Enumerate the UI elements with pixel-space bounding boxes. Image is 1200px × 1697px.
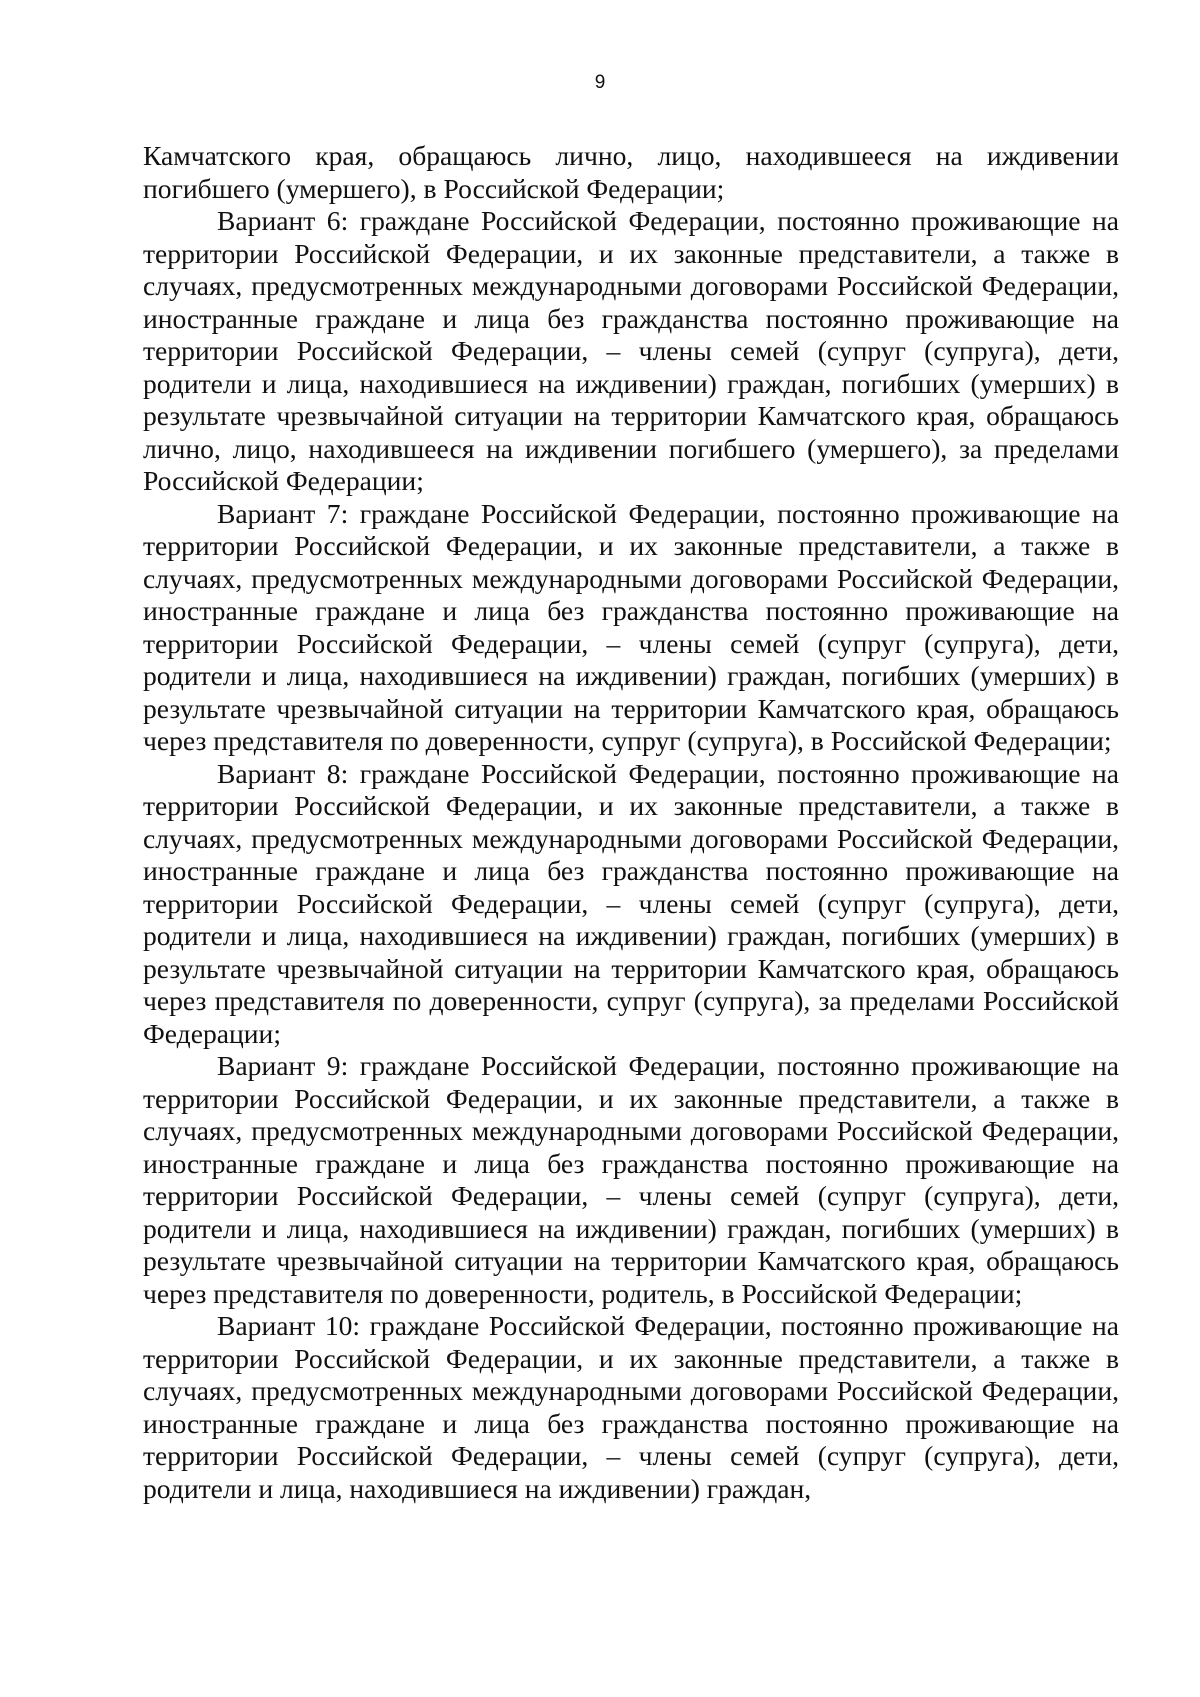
paragraph-variant-8: Вариант 8: граждане Российской Федерации, постоянно проживающие на территории Российской Федерации, и их законные представители, а также в случаях, предусмотренных международными договорами Российской Федерации, иностранные граждане и лица без гражданства постоянно проживающие на территории Российской Федерации, – члены семей (супруг (супруга), дети, родители и лица, находившиеся на иждивении) граждан, погибших (умерших) в результате чрезвычайной ситуации на территории Камчатского края, обращаюсь через представителя по доверенности, супруг (супруга), за пределами Российской Федерации; [143, 757, 1119, 1049]
document-body [143, 140, 1119, 1505]
paragraph-variant-9: Вариант 9: граждане Российской Федерации, постоянно проживающие на территории Российской Федерации, и их законные представители, а также в случаях, предусмотренных международными договорами Российской Федерации, иностранные граждане и лица без гражданства постоянно проживающие на территории Российской Федерации, – члены семей (супруг (супруга), дети, родители и лица, находившиеся на иждивении) граждан, погибших (умерших) в результате чрезвычайной ситуации на территории Камчатского края, обращаюсь через представителя по доверенности, родитель, в Российской Федерации; [143, 1050, 1119, 1309]
paragraph-continuation: Камчатского края, обращаюсь лично, лицо, находившееся на иждивении погибшего (умершего), в Российской Федерации; [143, 140, 1119, 204]
paragraph-variant-6: Вариант 6: граждане Российской Федерации, постоянно проживающие на территории Российской Федерации, и их законные представители, а также в случаях, предусмотренных международными договорами Российской Федерации, иностранные граждане и лица без гражданства постоянно проживающие на территории Российской Федерации, – члены семей (супруг (супруга), дети, родители и лица, находившиеся на иждивении) граждан, погибших (умерших) в результате чрезвычайной ситуации на территории Камчатского края, обращаюсь лично, лицо, находившееся на иждивении погибшего (умершего), за пределами Российской Федерации; [143, 205, 1119, 496]
paragraph-variant-7: Вариант 7: граждане Российской Федерации, постоянно проживающие на территории Российской Федерации, и их законные представители, а также в случаях, предусмотренных международными договорами Российской Федерации, иностранные граждане и лица без гражданства постоянно проживающие на территории Российской Федерации, – члены семей (супруг (супруга), дети, родители и лица, находившиеся на иждивении) граждан, погибших (умерших) в результате чрезвычайной ситуации на территории Камчатского края, обращаюсь через представителя по доверенности, супруг (супруга), в Российской Федерации; [143, 497, 1119, 756]
paragraph-variant-10: Вариант 10: граждане Российской Федерации, постоянно проживающие на территории Российской Федерации, и их законные представители, а также в случаях, предусмотренных международными договорами Российской Федерации, иностранные граждане и лица без гражданства постоянно проживающие на территории Российской Федерации, – члены семей (супруг (супруга), дети, родители и лица, находившиеся на иждивении) граждан, [143, 1310, 1119, 1504]
page-number: 9 [594, 72, 606, 93]
